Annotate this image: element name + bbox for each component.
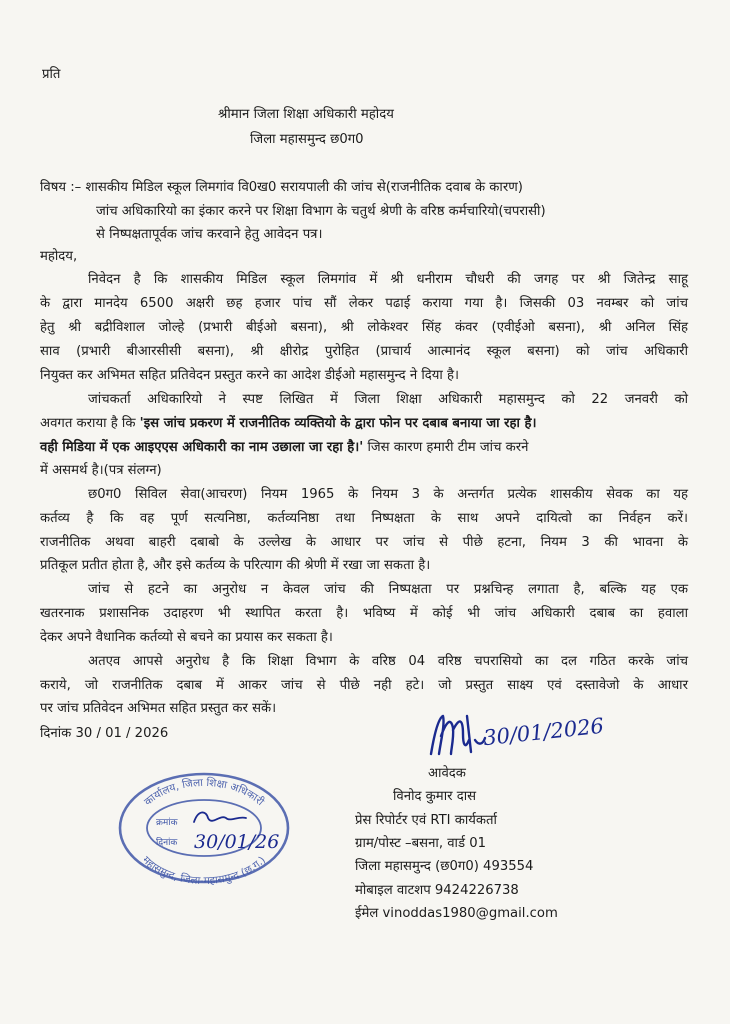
para2-quote-part-2: वही मिडिया में एक आइएएस अधिकारी का नाम उछाला जा रहा है।'	[40, 440, 364, 455]
applicant-mobile: मोबाइल वाटशप 9424226738	[355, 883, 519, 898]
para2-line-3	[40, 439, 528, 456]
para5-line-1: अतएव आपसे अनुरोध है कि शिक्षा विभाग के वरिष्ठ 04 वरिष्ठ चपरासियो का दल गठित करके जांच	[88, 654, 688, 669]
date-line: दिनांक 30 / 01 / 2026	[40, 726, 169, 741]
stamp-top-text: कार्यालय, जिला शिक्षा अधिकारी	[142, 776, 267, 809]
para3-line-3: राजनीतिक अथवा बाहरी दबाबो के उल्लेख के आधार पर जांच से पीछे हटना, नियम 3 की भावना के	[40, 535, 688, 550]
salutation: महोदय,	[40, 249, 78, 264]
stamp-bottom-text: महासमुन्द, जिला-महासमुन्द (छ.ग.)	[139, 854, 269, 886]
subject-line-3: से निष्पक्षतापूर्वक जांच करवाने हेतु आवेदन पत्र।	[96, 227, 323, 242]
stamp-date: 30/01/26	[194, 831, 280, 853]
para4-line-3: देकर अपने वैधानिक कर्तव्यो से बचने का प्रयास कर सकता है।	[40, 630, 333, 645]
office-stamp	[116, 770, 292, 890]
para3-line-2: कर्तव्य है कि वह पूर्ण सत्यनिष्ठा, कर्तव्यनिष्ठा तथा निष्पक्षता के साथ अपने दायित्वो का निर्वहन करें।	[40, 511, 688, 526]
applicant-role: प्रेस रिपोर्टर एवं RTI कार्यकर्ता	[355, 813, 497, 828]
signature	[425, 710, 615, 766]
para3-line-4: प्रतिकूल प्रतीत होता है, और इसे कर्तव्य के परित्याग की श्रेणी में रखा जा सकता है।	[40, 558, 431, 573]
para2-line-2-pre: अवगत कराया है कि	[40, 416, 140, 431]
para1-line-5: नियुक्त कर अभिमत सहित प्रतिवेदन प्रस्तुत करने का आदेश डीईओ महासमुन्द ने दिया है।	[40, 368, 460, 383]
recipient-line-1: श्रीमान जिला शिक्षा अधिकारी महोदय	[218, 107, 394, 122]
para1-line-4: साव (प्रभारी बीआरसीसी बसना), श्री क्षीरोद्र पुरोहित (प्राचार्य आत्मानंद स्कूल बसना) को जांच अधिकारी	[40, 344, 688, 359]
subject-line-1: विषय :– शासकीय मिडिल स्कूल लिमगांव वि0ख0 सरायपाली की जांच से(राजनीतिक दवाब के कारण)	[40, 180, 523, 195]
office-stamp-seal-icon	[116, 770, 292, 886]
signature-date: 30/01/2026	[482, 713, 605, 751]
subject-line-2: जांच अधिकारियो का इंकार करने पर शिक्षा विभाग के चतुर्थ श्रेणी के वरिष्ठ कर्मचारियो(चपरासी)	[96, 204, 546, 219]
para2-line-1: जांचकर्ता अधिकारियो ने स्पष्ट लिखित में जिला शिक्षा अधिकारी महासमुन्द को 22 जनवरी को	[88, 392, 688, 407]
para2-line-3-post: जिस कारण हमारी टीम जांच करने	[363, 440, 529, 455]
prati-label: प्रति	[42, 67, 61, 82]
applicant-label: आवेदक	[428, 766, 466, 781]
para1-line-1: निवेदन है कि शासकीय मिडिल स्कूल लिमगांव में श्री धनीराम चौधरी की जगह पर श्री जितेन्द्र साहू	[88, 272, 688, 287]
applicant-district: जिला महासमुन्द (छ0ग0) 493554	[355, 859, 534, 874]
recipient-line-2: जिला महासमुन्द छ0ग0	[250, 132, 364, 147]
svg-text:महासमुन्द, जिला-महासमुन्द (छ.ग	[140, 854, 268, 886]
applicant-village: ग्राम/पोस्ट –बसना, वार्ड 01	[355, 836, 486, 851]
para5-line-3: पर जांच प्रतिवेदन अभिमत सहित प्रस्तुत कर सकें।	[40, 701, 277, 716]
para3-line-1: छ0ग0 सिविल सेवा(आचरण) नियम 1965 के नियम 3 के अन्तर्गत प्रत्येक शासकीय सेवक का यह	[88, 487, 688, 502]
para1-line-2: के द्वारा मानदेय 6500 अक्षरी छह हजार पांच सौं लेकर पढाई कराया गया है। जिसकी 03 नवम्बर को जांच	[40, 296, 688, 311]
applicant-name: विनोद कुमार दास	[393, 789, 477, 804]
stamp-kramank-label: क्रमांक	[156, 818, 178, 828]
para2-line-4: में असमर्थ है।(पत्र संलग्न)	[40, 463, 162, 478]
para2-line-2	[40, 415, 537, 432]
para4-line-2: खतरनाक प्रशासनिक उदाहरण भी स्थापित करता है। भविष्य में कोई भी जांच अधिकारी दबाब का हवाला	[40, 606, 688, 621]
para4-line-1: जांच से हटने का अनुरोध न केवल जांच की निष्पक्षता पर प्रश्नचिन्ह लगाता है, बल्कि यह एक	[88, 582, 688, 597]
stamp-dinank-label: दिनांक	[156, 838, 178, 848]
para2-quote-part-1: 'इस जांच प्रकरण में राजनीतिक व्यक्तियो के द्वारा फोन पर दबाब बनाया जा रहा है।	[139, 416, 537, 431]
para5-line-2: कराये, जो राजनीतिक दबाब में आकर जांच से पीछे नही हटे। जो प्रस्तुत साक्ष्य एवं दस्तावेजो के आधार	[40, 678, 688, 693]
applicant-email: ईमेल vinoddas1980@gmail.com	[355, 906, 558, 921]
para1-line-3: हेतु श्री बद्रीविशाल जोल्हे (प्रभारी बीईओ बसना), श्री लोकेश्वर सिंह कंवर (एवीईओ बसना), श्री अनिल सिंह	[40, 320, 688, 335]
